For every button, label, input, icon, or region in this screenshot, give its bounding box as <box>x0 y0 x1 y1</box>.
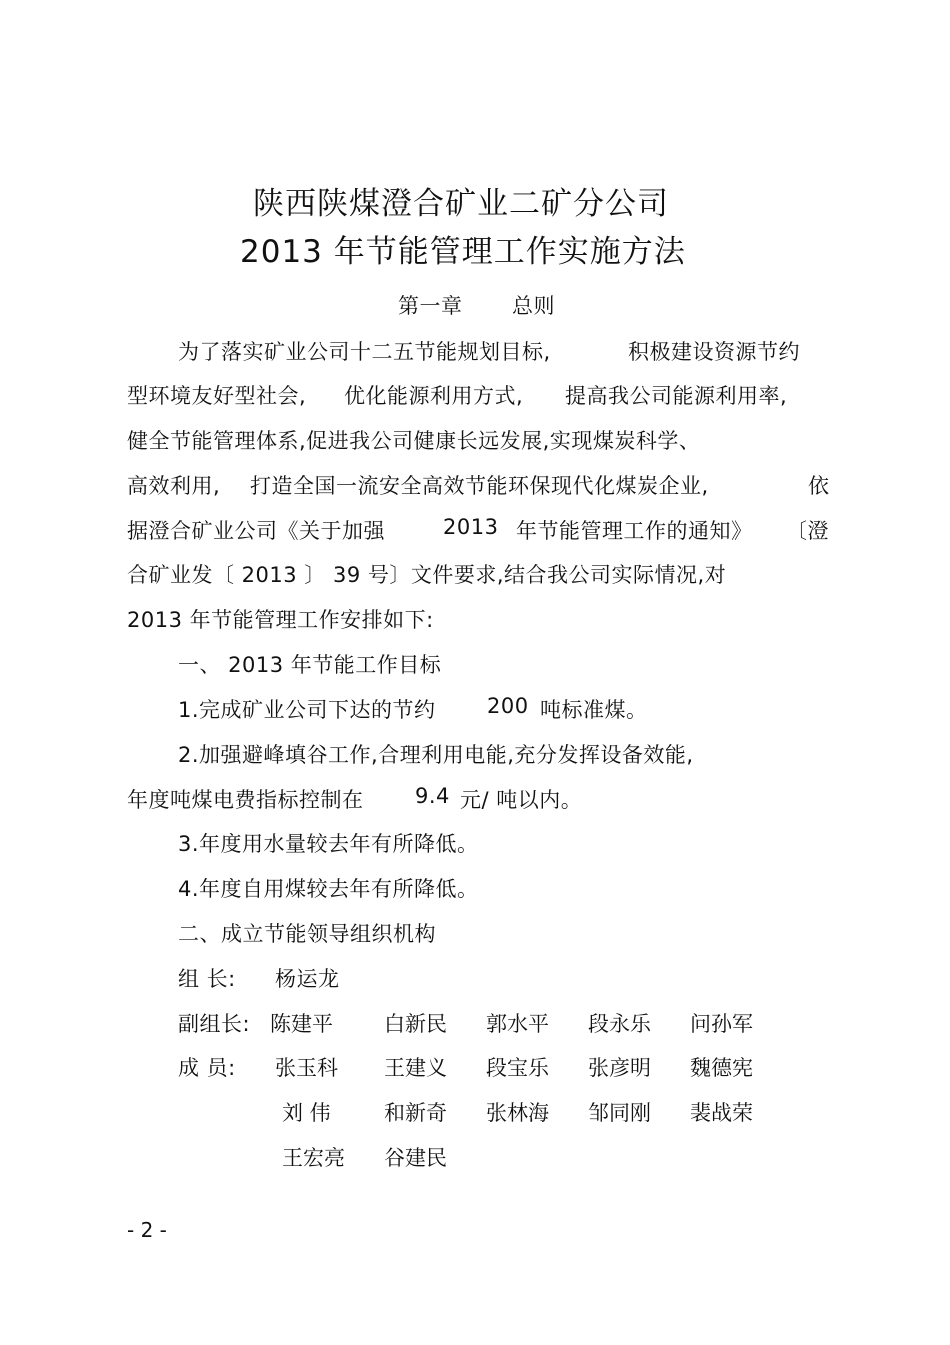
leader-name: 杨运龙 <box>275 967 340 991</box>
goal-1a: 1.完成矿业公司下达的节约 <box>178 698 436 722</box>
intro-line-4a: 高效利用, <box>127 474 221 498</box>
vice-name: 段永乐 <box>588 1012 651 1036</box>
goal-2-line2c: 元/ 吨以内。 <box>460 788 583 812</box>
goal-1c: 吨标准煤。 <box>540 698 648 722</box>
goal-2-line1: 2.加强避峰填谷工作,合理利用电能,充分发挥设备效能, <box>178 743 694 767</box>
vice-label: 副组长: <box>178 1012 251 1036</box>
member-name: 裴战荣 <box>690 1101 753 1125</box>
member-name: 段宝乐 <box>486 1056 549 1080</box>
goal-1b: 200 <box>487 694 529 718</box>
chapter-number: 第一章 <box>398 294 463 318</box>
intro-line-4b: 打造全国一流安全高效节能环保现代化煤炭企业, <box>250 474 709 498</box>
member-name: 刘 伟 <box>282 1101 331 1125</box>
member-name: 王建义 <box>384 1056 447 1080</box>
intro-line-5d: 〔澄 <box>786 519 829 543</box>
section1-heading: 一、 2013 年节能工作目标 <box>178 653 442 677</box>
member-name: 王宏亮 <box>282 1146 345 1170</box>
intro-line-5c: 年节能管理工作的通知》 <box>516 519 753 543</box>
document-title-line1: 陕西陕煤澄合矿业二矿分公司 <box>253 186 669 222</box>
member-name: 谷建民 <box>384 1146 447 1170</box>
goal-4: 4.年度自用煤较去年有所降低。 <box>178 877 479 901</box>
leader-label: 组 长: <box>178 967 236 991</box>
member-name: 张彦明 <box>588 1056 651 1080</box>
vice-name: 白新民 <box>384 1012 447 1036</box>
goal-3: 3.年度用水量较去年有所降低。 <box>178 832 479 856</box>
intro-line-5b: 2013 <box>443 515 499 539</box>
member-name: 张林海 <box>486 1101 549 1125</box>
vice-name: 问孙军 <box>690 1012 753 1036</box>
goal-2-line2a: 年度吨煤电费指标控制在 <box>127 788 364 812</box>
vice-name: 郭水平 <box>486 1012 549 1036</box>
intro-line-6: 合矿业发〔 2013 〕 39 号〕文件要求,结合我公司实际情况,对 <box>127 563 727 587</box>
member-name: 魏德宪 <box>690 1056 753 1080</box>
page-number: - 2 - <box>127 1218 167 1242</box>
intro-line-1a: 为了落实矿业公司十二五节能规划目标, <box>178 340 551 364</box>
intro-line-5a: 据澄合矿业公司《关于加强 <box>127 519 385 543</box>
member-name: 张玉科 <box>275 1056 338 1080</box>
document-title-line2: 2013 年节能管理工作实施方法 <box>240 234 686 270</box>
intro-line-4c: 依 <box>808 474 830 498</box>
intro-line-3: 健全节能管理体系,促进我公司健康长远发展,实现煤炭科学、 <box>127 429 701 453</box>
intro-line-7: 2013 年节能管理工作安排如下: <box>127 608 434 632</box>
intro-line-2b: 优化能源利用方式, <box>344 384 524 408</box>
chapter-name: 总则 <box>512 294 555 318</box>
vice-name: 陈建平 <box>270 1012 333 1036</box>
member-name: 邹同刚 <box>588 1101 651 1125</box>
section2-heading: 二、成立节能领导组织机构 <box>178 922 436 946</box>
goal-2-line2b: 9.4 <box>415 784 450 808</box>
intro-line-2a: 型环境友好型社会, <box>127 384 307 408</box>
intro-line-2c: 提高我公司能源利用率, <box>565 384 788 408</box>
member-label: 成 员: <box>178 1056 236 1080</box>
member-name: 和新奇 <box>384 1101 447 1125</box>
intro-line-1b: 积极建设资源节约 <box>628 340 800 364</box>
